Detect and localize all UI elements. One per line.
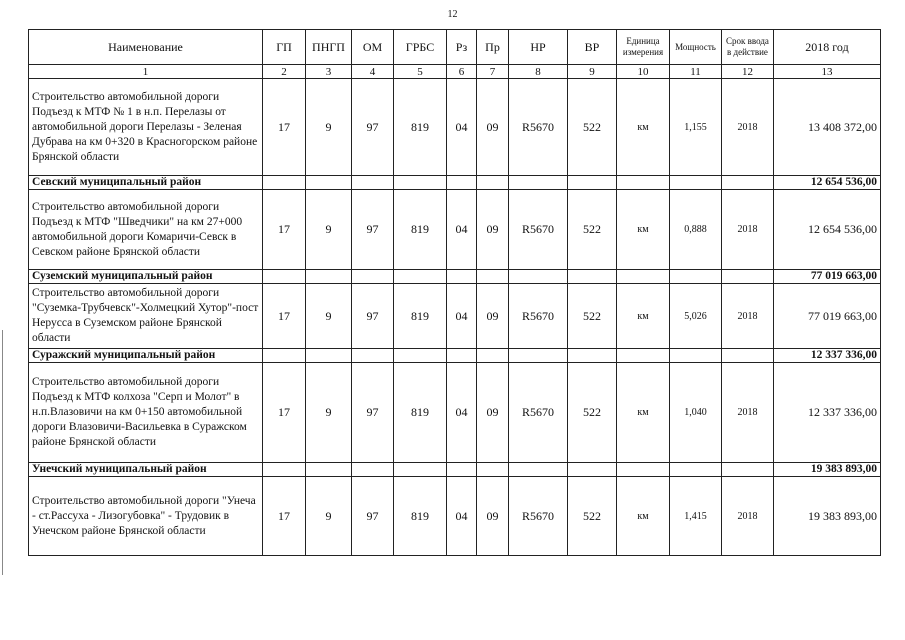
header-row bbox=[29, 30, 881, 65]
cell-pngp: 9 bbox=[306, 477, 352, 556]
cell-capacity: 5,026 bbox=[670, 284, 722, 349]
column-number: 7 bbox=[477, 65, 509, 79]
cell-grbs: 819 bbox=[394, 284, 447, 349]
empty-cell bbox=[306, 463, 352, 477]
header-grbs: ГРБС bbox=[394, 30, 447, 65]
column-number: 11 bbox=[670, 65, 722, 79]
empty-cell bbox=[568, 463, 617, 477]
empty-cell bbox=[306, 270, 352, 284]
cell-term: 2018 bbox=[722, 79, 774, 176]
empty-cell bbox=[670, 176, 722, 190]
header-pngp: ПНГП bbox=[306, 30, 352, 65]
cell-term: 2018 bbox=[722, 477, 774, 556]
cell-capacity: 1,415 bbox=[670, 477, 722, 556]
cell-om: 97 bbox=[352, 79, 394, 176]
cell-grbs: 819 bbox=[394, 477, 447, 556]
empty-cell bbox=[568, 349, 617, 363]
cell-rz: 04 bbox=[447, 190, 477, 270]
table-row bbox=[29, 284, 881, 349]
header-pr: Пр bbox=[477, 30, 509, 65]
empty-cell bbox=[509, 463, 568, 477]
column-number: 3 bbox=[306, 65, 352, 79]
region-row bbox=[29, 463, 881, 477]
column-number: 8 bbox=[509, 65, 568, 79]
empty-cell bbox=[394, 270, 447, 284]
empty-cell bbox=[394, 349, 447, 363]
cell-term: 2018 bbox=[722, 284, 774, 349]
cell-gp: 17 bbox=[263, 190, 306, 270]
empty-cell bbox=[568, 270, 617, 284]
empty-cell bbox=[509, 349, 568, 363]
column-number-row bbox=[29, 65, 881, 79]
cell-rz: 04 bbox=[447, 284, 477, 349]
cell-om: 97 bbox=[352, 477, 394, 556]
region-amount: 77 019 663,00 bbox=[774, 270, 881, 284]
cell-capacity: 0,888 bbox=[670, 190, 722, 270]
empty-cell bbox=[263, 463, 306, 477]
empty-cell bbox=[263, 349, 306, 363]
cell-gp: 17 bbox=[263, 363, 306, 463]
empty-cell bbox=[617, 349, 670, 363]
cell-nr: R5670 bbox=[509, 477, 568, 556]
empty-cell bbox=[352, 270, 394, 284]
empty-cell bbox=[394, 463, 447, 477]
empty-cell bbox=[670, 349, 722, 363]
region-name: Суражский муниципальный район bbox=[29, 349, 263, 363]
empty-cell bbox=[722, 270, 774, 284]
empty-cell bbox=[352, 349, 394, 363]
project-name: Строительство автомобильной дороги Подъезд к МТФ колхоза "Серп и Молот" в н.п.Влазовичи на км 0+150 автомобильной дороги Влазовичи-Васильевка в Суражском районе Брянской области bbox=[29, 363, 263, 463]
empty-cell bbox=[447, 349, 477, 363]
cell-capacity: 1,040 bbox=[670, 363, 722, 463]
empty-cell bbox=[568, 176, 617, 190]
empty-cell bbox=[352, 176, 394, 190]
cell-vr: 522 bbox=[568, 477, 617, 556]
header-unit: Единица измерения bbox=[617, 30, 670, 65]
cell-nr: R5670 bbox=[509, 284, 568, 349]
header-nr: НР bbox=[509, 30, 568, 65]
empty-cell bbox=[477, 270, 509, 284]
column-number: 5 bbox=[394, 65, 447, 79]
region-amount: 12 337 336,00 bbox=[774, 349, 881, 363]
cell-pr: 09 bbox=[477, 477, 509, 556]
region-name: Суземский муниципальный район bbox=[29, 270, 263, 284]
region-row bbox=[29, 270, 881, 284]
cell-vr: 522 bbox=[568, 363, 617, 463]
cell-grbs: 819 bbox=[394, 190, 447, 270]
cell-gp: 17 bbox=[263, 284, 306, 349]
cell-grbs: 819 bbox=[394, 79, 447, 176]
empty-cell bbox=[617, 463, 670, 477]
cell-amount: 13 408 372,00 bbox=[774, 79, 881, 176]
cell-unit: км bbox=[617, 284, 670, 349]
cell-pr: 09 bbox=[477, 190, 509, 270]
cell-vr: 522 bbox=[568, 284, 617, 349]
cell-vr: 522 bbox=[568, 190, 617, 270]
cell-pngp: 9 bbox=[306, 190, 352, 270]
empty-cell bbox=[477, 349, 509, 363]
cell-unit: км bbox=[617, 79, 670, 176]
header-name: Наименование bbox=[29, 30, 263, 65]
region-amount: 19 383 893,00 bbox=[774, 463, 881, 477]
scan-edge-line bbox=[2, 330, 3, 575]
column-number: 1 bbox=[29, 65, 263, 79]
table-row bbox=[29, 190, 881, 270]
empty-cell bbox=[670, 270, 722, 284]
empty-cell bbox=[447, 176, 477, 190]
column-number: 2 bbox=[263, 65, 306, 79]
header-rz: Рз bbox=[447, 30, 477, 65]
cell-pngp: 9 bbox=[306, 284, 352, 349]
cell-amount: 12 654 536,00 bbox=[774, 190, 881, 270]
cell-vr: 522 bbox=[568, 79, 617, 176]
header-capacity: Мощность bbox=[670, 30, 722, 65]
empty-cell bbox=[722, 463, 774, 477]
cell-pr: 09 bbox=[477, 284, 509, 349]
empty-cell bbox=[722, 176, 774, 190]
cell-pngp: 9 bbox=[306, 363, 352, 463]
empty-cell bbox=[477, 463, 509, 477]
header-year: 2018 год bbox=[774, 30, 881, 65]
cell-rz: 04 bbox=[447, 477, 477, 556]
column-number: 12 bbox=[722, 65, 774, 79]
header-term: Срок ввода в действие bbox=[722, 30, 774, 65]
cell-nr: R5670 bbox=[509, 79, 568, 176]
cell-rz: 04 bbox=[447, 363, 477, 463]
region-name: Севский муниципальный район bbox=[29, 176, 263, 190]
column-number: 6 bbox=[447, 65, 477, 79]
empty-cell bbox=[263, 270, 306, 284]
cell-unit: км bbox=[617, 363, 670, 463]
cell-amount: 19 383 893,00 bbox=[774, 477, 881, 556]
header-om: ОМ bbox=[352, 30, 394, 65]
column-number: 10 bbox=[617, 65, 670, 79]
cell-gp: 17 bbox=[263, 477, 306, 556]
project-name: Строительство автомобильной дороги Подъезд к МТФ № 1 в н.п. Перелазы от автомобильной дороги Перелазы - Зеленая Дубрава на км 0+320 в Красногорском районе Брянской области bbox=[29, 79, 263, 176]
cell-om: 97 bbox=[352, 284, 394, 349]
cell-term: 2018 bbox=[722, 363, 774, 463]
cell-gp: 17 bbox=[263, 79, 306, 176]
cell-capacity: 1,155 bbox=[670, 79, 722, 176]
project-name: Строительство автомобильной дороги "Суземка-Трубчевск"-Холмецкий Хутор"-пост Нерусса в Суземском районе Брянской области bbox=[29, 284, 263, 349]
empty-cell bbox=[394, 176, 447, 190]
cell-nr: R5670 bbox=[509, 363, 568, 463]
cell-term: 2018 bbox=[722, 190, 774, 270]
empty-cell bbox=[306, 176, 352, 190]
region-row bbox=[29, 176, 881, 190]
region-row bbox=[29, 349, 881, 363]
empty-cell bbox=[670, 463, 722, 477]
empty-cell bbox=[722, 349, 774, 363]
table-row bbox=[29, 363, 881, 463]
empty-cell bbox=[447, 463, 477, 477]
cell-amount: 77 019 663,00 bbox=[774, 284, 881, 349]
empty-cell bbox=[617, 270, 670, 284]
cell-pngp: 9 bbox=[306, 79, 352, 176]
empty-cell bbox=[306, 349, 352, 363]
project-name: Строительство автомобильной дороги "Унеча - ст.Рассуха - Лизогубовка" - Трудовик в Унечском районе Брянской области bbox=[29, 477, 263, 556]
cell-unit: км bbox=[617, 190, 670, 270]
region-name: Унечский муниципальный район bbox=[29, 463, 263, 477]
table-row bbox=[29, 477, 881, 556]
project-name: Строительство автомобильной дороги Подъезд к МТФ "Шведчики" на км 27+000 автомобильной дороги Комаричи-Севск в Севском районе Брянской области bbox=[29, 190, 263, 270]
cell-om: 97 bbox=[352, 363, 394, 463]
column-number: 4 bbox=[352, 65, 394, 79]
empty-cell bbox=[509, 176, 568, 190]
empty-cell bbox=[263, 176, 306, 190]
cell-unit: км bbox=[617, 477, 670, 556]
cell-pr: 09 bbox=[477, 79, 509, 176]
column-number: 9 bbox=[568, 65, 617, 79]
cell-grbs: 819 bbox=[394, 363, 447, 463]
empty-cell bbox=[509, 270, 568, 284]
header-vr: ВР bbox=[568, 30, 617, 65]
cell-pr: 09 bbox=[477, 363, 509, 463]
cell-amount: 12 337 336,00 bbox=[774, 363, 881, 463]
cell-rz: 04 bbox=[447, 79, 477, 176]
empty-cell bbox=[617, 176, 670, 190]
region-amount: 12 654 536,00 bbox=[774, 176, 881, 190]
table-row bbox=[29, 79, 881, 176]
cell-om: 97 bbox=[352, 190, 394, 270]
page-number: 12 bbox=[447, 9, 458, 20]
empty-cell bbox=[447, 270, 477, 284]
empty-cell bbox=[352, 463, 394, 477]
empty-cell bbox=[477, 176, 509, 190]
cell-nr: R5670 bbox=[509, 190, 568, 270]
budget-table bbox=[28, 29, 881, 556]
header-gp: ГП bbox=[263, 30, 306, 65]
column-number: 13 bbox=[774, 65, 881, 79]
